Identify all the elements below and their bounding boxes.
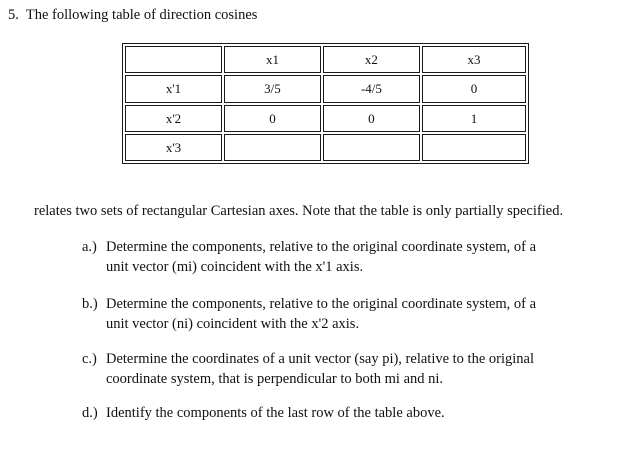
description-paragraph: relates two sets of rectangular Cartesian axes. Note that the table is only partially specified. (34, 203, 564, 219)
question-label: c.) (82, 351, 97, 367)
question-d (82, 403, 602, 423)
table-header-row (125, 46, 526, 73)
table-cell: 3/5 (224, 75, 321, 102)
direction-cosine-table (122, 43, 529, 164)
table-cell (323, 134, 420, 161)
table-cell: 0 (323, 105, 420, 132)
question-line: unit vector (mi) coincident with the x'1 axis. (106, 259, 364, 275)
header-cell-x2: x2 (323, 46, 420, 73)
problem-heading-text: The following table of direction cosines (25, 7, 258, 23)
table-corner-cell (125, 46, 222, 73)
table-row (125, 134, 526, 161)
question-line: Identify the components of the last row of the table above. (106, 405, 445, 421)
row-label-cell: x'2 (125, 105, 222, 132)
question-line: Determine the coordinates of a unit vector (say pi), relative to the original (106, 351, 534, 367)
question-label: a.) (82, 239, 97, 255)
table-cell: -4/5 (323, 75, 420, 102)
problem-heading (8, 7, 257, 24)
table-cell (224, 134, 321, 161)
question-line: Determine the components, relative to the original coordinate system, of a (106, 239, 537, 255)
question-c (82, 349, 602, 389)
problem-number: 5. (8, 7, 19, 23)
table-cell: 0 (422, 75, 526, 102)
question-line: coordinate system, that is perpendicular to both mi and ni. (106, 371, 444, 387)
question-label: b.) (82, 296, 98, 312)
question-b (82, 294, 602, 334)
table-row (125, 105, 526, 132)
question-line: Determine the components, relative to the original coordinate system, of a (106, 296, 537, 312)
question-label: d.) (82, 405, 98, 421)
header-cell-x1: x1 (224, 46, 321, 73)
question-line: unit vector (ni) coincident with the x'2 axis. (106, 316, 360, 332)
row-label-cell: x'1 (125, 75, 222, 102)
table-cell: 0 (224, 105, 321, 132)
table-cell: 1 (422, 105, 526, 132)
question-a (82, 237, 602, 277)
row-label-cell: x'3 (125, 134, 222, 161)
table-cell (422, 134, 526, 161)
table-row (125, 75, 526, 102)
header-cell-x3: x3 (422, 46, 526, 73)
